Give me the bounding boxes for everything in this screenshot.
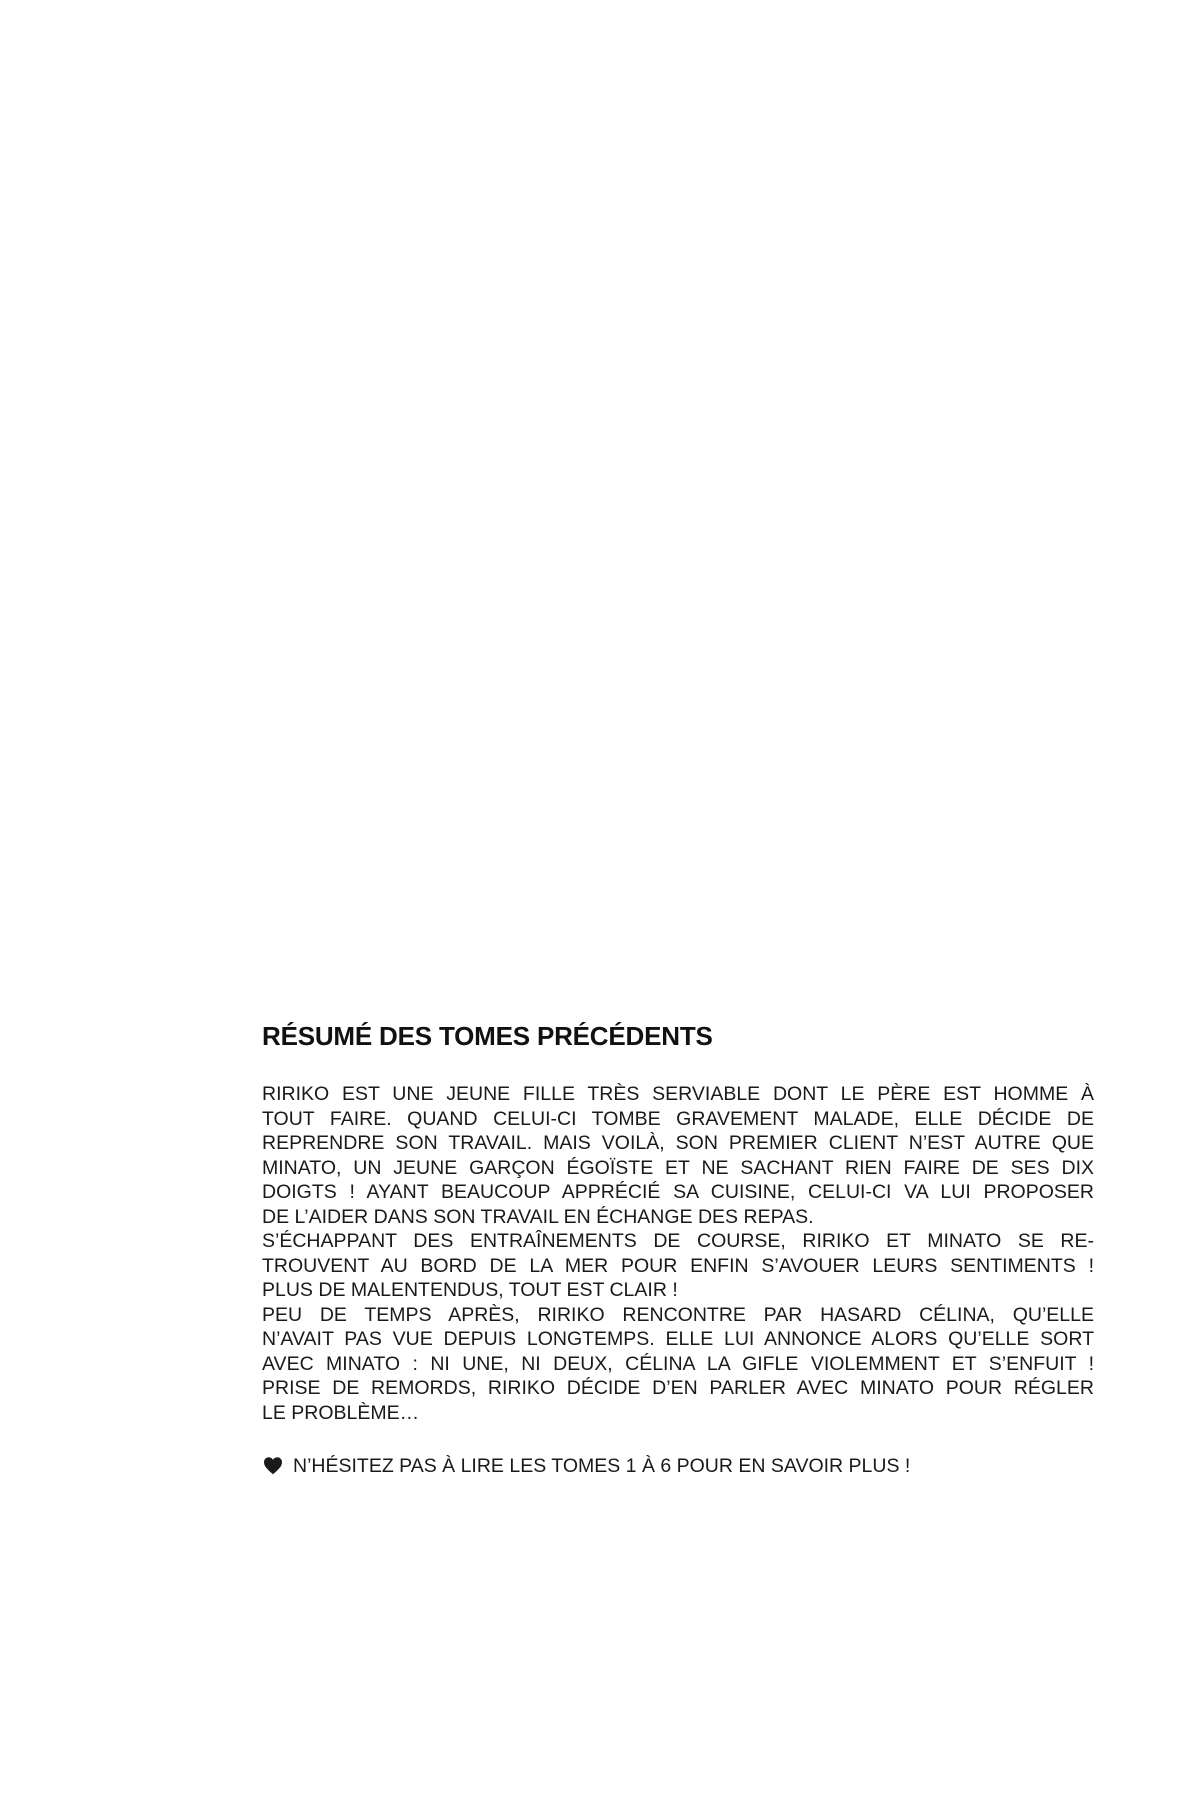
summary-line: PLUS DE MALENTENDUS, TOUT EST CLAIR ! (262, 1279, 678, 1301)
summary-body (262, 1082, 1094, 1425)
summary-line: DE L’AIDER DANS SON TRAVAIL EN ÉCHANGE DES REPAS. (262, 1205, 814, 1228)
summary-line: S’ÉCHAPPANT DES ENTRAÎNEMENTS DE COURSE, RIRIKO ET MINATO SE RE- (262, 1230, 1094, 1252)
previous-volumes-summary (262, 1016, 1094, 1479)
summary-line: LE PROBLÈME… (262, 1401, 420, 1424)
summary-line: PRISE DE REMORDS, RIRIKO DÉCIDE D’EN PARLER AVEC MINATO POUR RÉGLER (262, 1377, 1094, 1399)
summary-line: N’AVAIT PAS VUE DEPUIS LONGTEMPS. ELLE LUI ANNONCE ALORS QU’ELLE SORT (262, 1328, 1094, 1350)
summary-line: AVEC MINATO : NI UNE, NI DEUX, CÉLINA LA GIFLE VIOLEMMENT ET S’ENFUIT ! (262, 1352, 1094, 1375)
summary-line: TOUT FAIRE. QUAND CELUI-CI TOMBE GRAVEMENT MALADE, ELLE DÉCIDE DE (262, 1107, 1094, 1130)
summary-line: TROUVENT AU BORD DE LA MER POUR ENFIN S’AVOUER LEURS SENTIMENTS ! (262, 1254, 1094, 1277)
summary-title: RÉSUMÉ DES TOMES PRÉCÉDENTS (262, 1021, 713, 1051)
summary-line: DOIGTS ! AYANT BEAUCOUP APPRÉCIÉ SA CUISINE, CELUI-CI VA LUI PROPOSER (262, 1181, 1094, 1203)
callout-text: N’HÉSITEZ PAS À LIRE LES TOMES 1 À 6 POUR EN SAVOIR PLUS ! (293, 1455, 911, 1477)
summary-line: MINATO, UN JEUNE GARÇON ÉGOÏSTE ET NE SACHANT RIEN FAIRE DE SES DIX (262, 1156, 1094, 1179)
summary-line: RIRIKO EST UNE JEUNE FILLE TRÈS SERVIABLE DONT LE PÈRE EST HOMME À (262, 1083, 1094, 1105)
summary-line: REPRENDRE SON TRAVAIL. MAIS VOILÀ, SON PREMIER CLIENT N’EST AUTRE QUE (262, 1132, 1094, 1154)
read-more-callout (262, 1453, 1094, 1479)
heart-icon (263, 1456, 283, 1476)
summary-line: PEU DE TEMPS APRÈS, RIRIKO RENCONTRE PAR HASARD CÉLINA, QU’ELLE (262, 1303, 1094, 1326)
